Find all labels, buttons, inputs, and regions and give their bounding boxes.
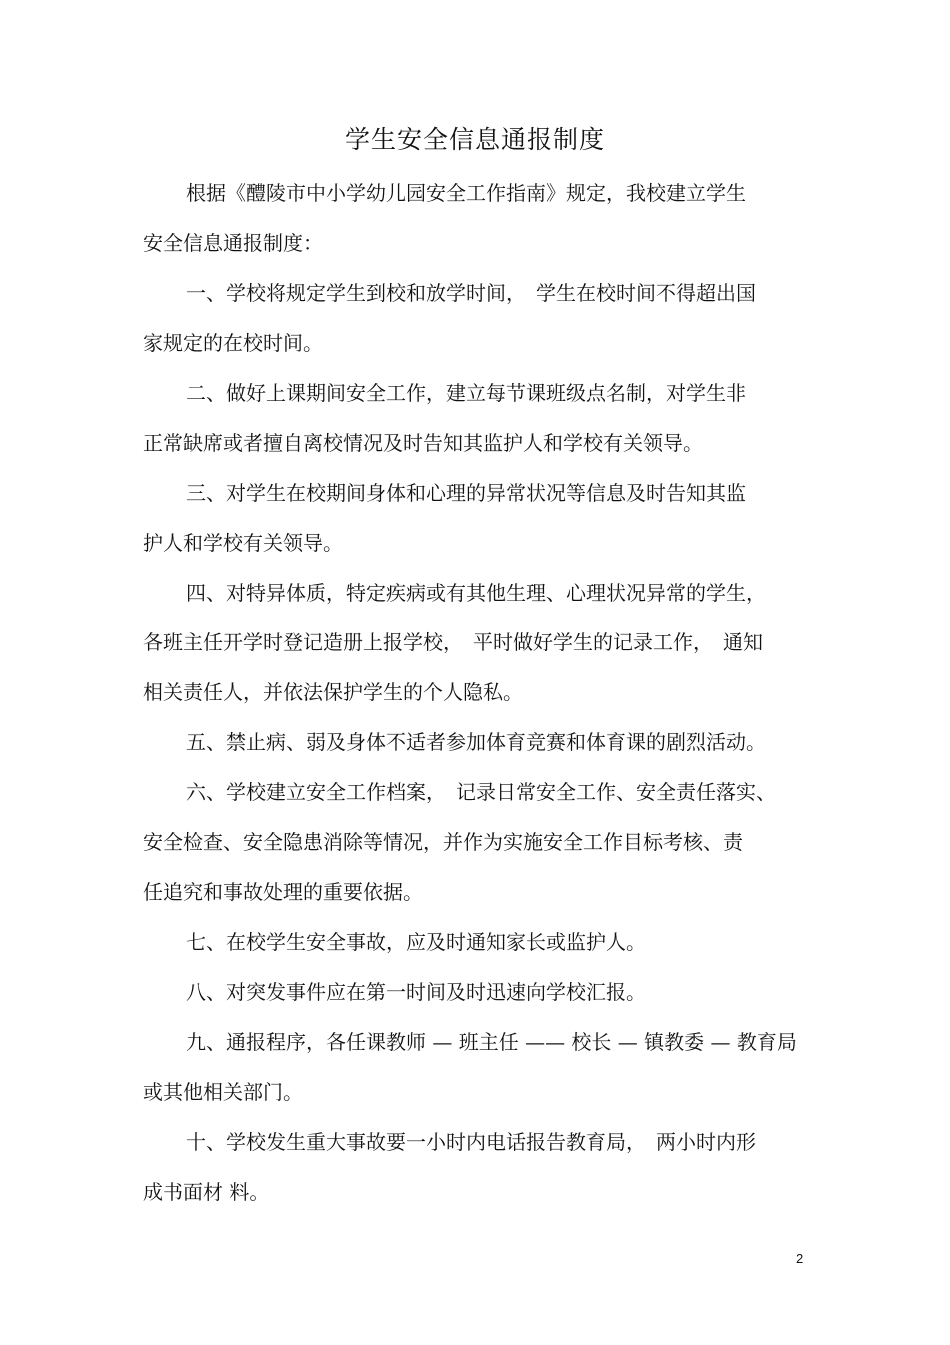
paragraph-line: 安全检查、安全隐患消除等情况，并作为实施安全工作目标考核、责 (143, 830, 743, 854)
paragraph-line: 十、学校发生重大事故要一小时内电话报告教育局， 两小时内形 (186, 1130, 756, 1154)
page-number: 2 (796, 1251, 804, 1266)
paragraph-line: 八、对突发事件应在第一时间及时迅速向学校汇报。 (186, 980, 646, 1004)
paragraph-line: 护人和学校有关领导。 (143, 531, 343, 555)
paragraph-line: 各班主任开学时登记造册上报学校， 平时做好学生的记录工作， 通知 (143, 630, 763, 654)
paragraph-line: 正常缺席或者擅自离校情况及时告知其监护人和学校有关领导。 (143, 431, 703, 455)
paragraph-line: 三、对学生在校期间身体和心理的异常状况等信息及时告知其监 (186, 481, 746, 505)
paragraph-line: 或其他相关部门。 (143, 1080, 303, 1104)
paragraph-line: 家规定的在校时间。 (143, 331, 323, 355)
paragraph-line: 七、在校学生安全事故，应及时通知家长或监护人。 (186, 930, 646, 954)
paragraph-line: 一、学校将规定学生到校和放学时间， 学生在校时间不得超出国 (186, 281, 756, 305)
paragraph-line: 根据《醴陵市中小学幼儿园安全工作指南》规定，我校建立学生 (186, 181, 746, 205)
paragraph-line: 九、通报程序，各任课教师 — 班主任 —— 校长 — 镇教委 — 教育局 (186, 1030, 797, 1054)
paragraph-line: 任追究和事故处理的重要依据。 (143, 880, 423, 904)
paragraph-line: 安全信息通报制度： (143, 231, 323, 255)
paragraph-line: 成书面材 料。 (143, 1180, 270, 1204)
paragraph-line: 四、对特异体质，特定疾病或有其他生理、心理状况异常的学生， (186, 581, 766, 605)
document-title: 学生安全信息通报制度 (344, 125, 605, 154)
paragraph-line: 二、做好上课期间安全工作，建立每节课班级点名制，对学生非 (186, 381, 746, 405)
paragraph-line: 相关责任人，并依法保护学生的个人隐私。 (143, 680, 523, 704)
paragraph-line: 五、禁止病、弱及身体不适者参加体育竞赛和体育课的剧烈活动。 (186, 730, 766, 754)
paragraph-line: 六、学校建立安全工作档案， 记录日常安全工作、安全责任落实、 (186, 780, 776, 804)
